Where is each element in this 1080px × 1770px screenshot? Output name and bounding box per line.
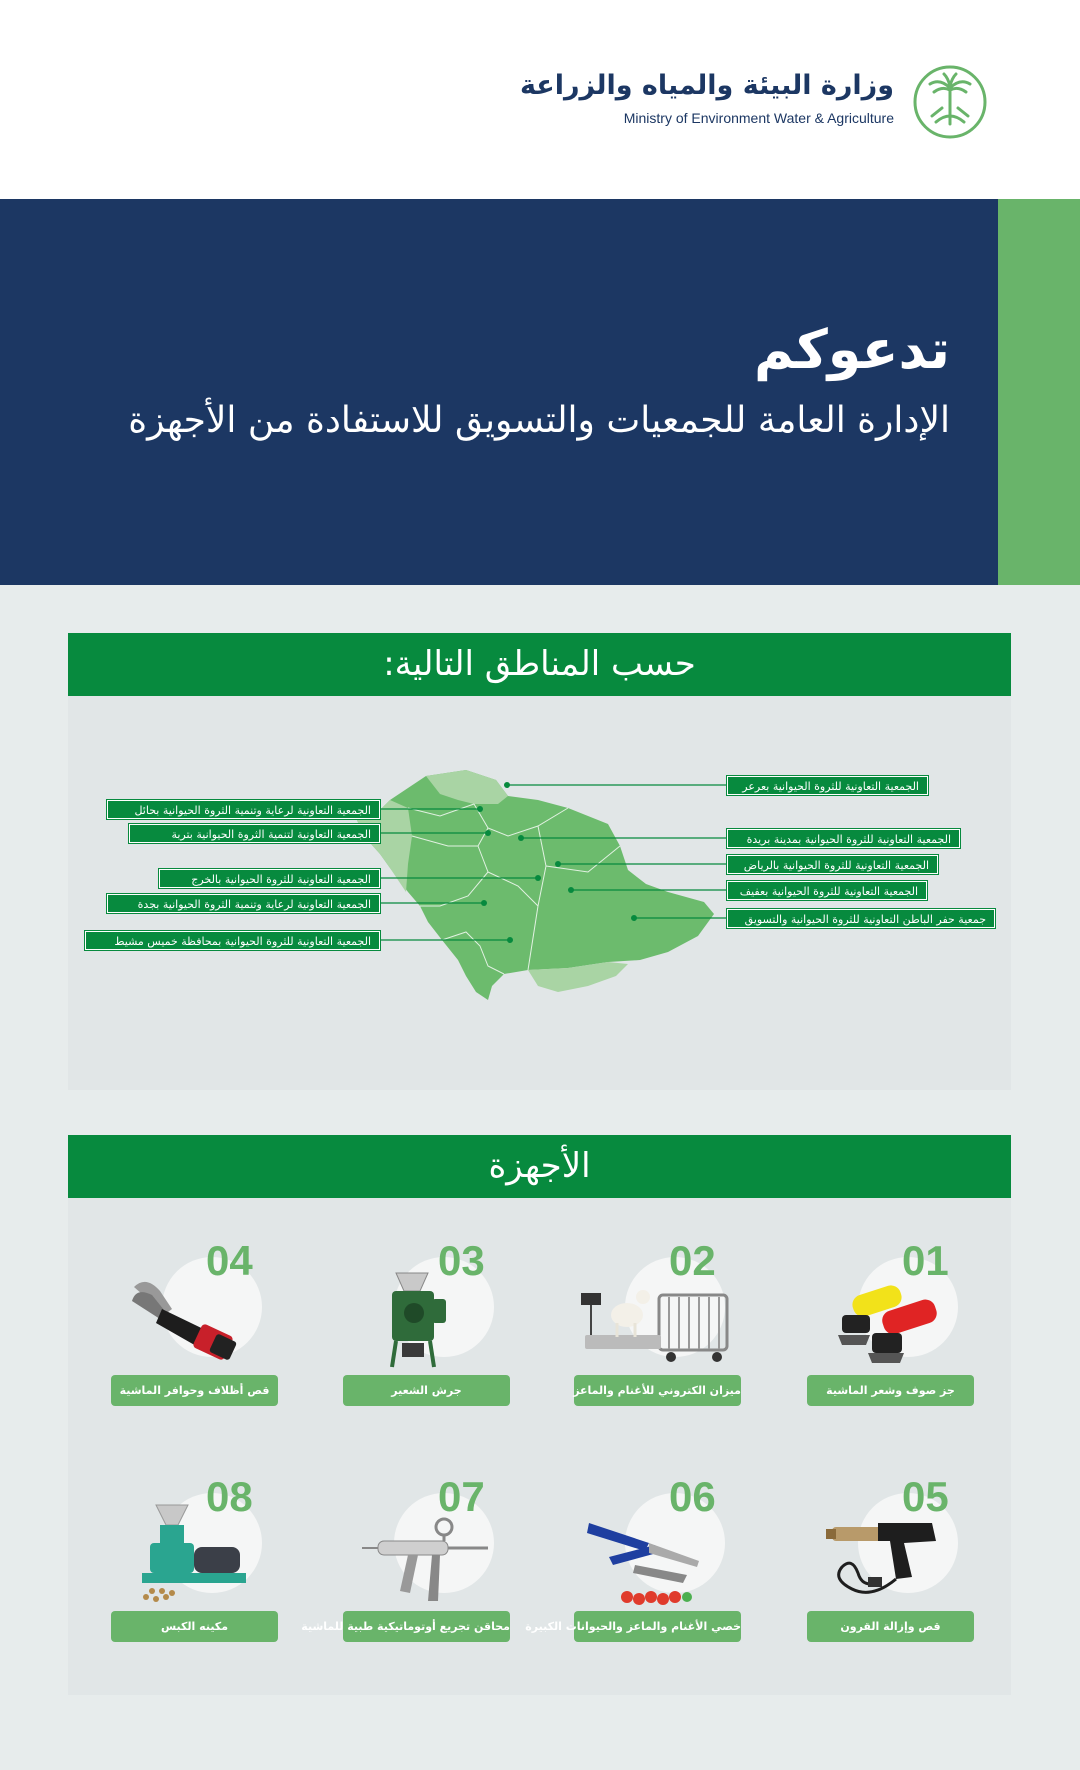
device-number: 08 xyxy=(206,1473,253,1520)
hero-subtitle: الإدارة العامة للجمعيات والتسويق للاستفادة من الأجهزة xyxy=(128,400,950,441)
device-label: خصي الأغنام والماعز والحيوانات الكبيرة xyxy=(574,1611,741,1642)
device-label: محاقن تجريع أوتوماتيكية طبية للماشية xyxy=(343,1611,510,1642)
device-label: جز صوف وشعر الماشية xyxy=(807,1375,974,1406)
hero-accent-bar xyxy=(998,199,1080,585)
device-card xyxy=(573,1235,743,1465)
region-label-turabah: الجمعية التعاونية لتنمية الثروة الحيوانية بتربة xyxy=(129,824,380,843)
hero-title: تدعوكم xyxy=(754,318,950,381)
device-card xyxy=(806,1235,976,1465)
device-card xyxy=(301,1471,512,1701)
device-number: 04 xyxy=(206,1237,253,1284)
ministry-name-arabic: وزارة البيئة والمياه والزراعة xyxy=(519,70,894,101)
regions-heading: حسب المناطق التالية: xyxy=(68,633,1011,696)
region-label-jeddah: الجمعية التعاونية لرعاية وتنمية الثروة الحيوانية بجدة xyxy=(107,894,380,913)
device-card xyxy=(110,1471,280,1701)
ministry-name-english: Ministry of Environment Water & Agriculture xyxy=(623,110,894,126)
device-card xyxy=(806,1471,976,1701)
ministry-emblem-icon xyxy=(912,64,988,140)
region-label-buraydah: الجمعية التعاونية للثروة الحيوانية بمدينة بريدة xyxy=(727,829,960,848)
device-number: 02 xyxy=(669,1237,716,1284)
device-number: 07 xyxy=(438,1473,485,1520)
device-number: 06 xyxy=(669,1473,716,1520)
region-label-riyadh: الجمعية التعاونية للثروة الحيوانية بالرياض xyxy=(727,855,938,874)
region-label-arar: الجمعية التعاونية للثروة الحيوانية بعرعر xyxy=(727,776,928,795)
region-label-khamis-mushait: الجمعية التعاونية للثروة الحيوانية بمحافظة خميس مشيط xyxy=(85,931,380,950)
device-label: قص أظلاف وحوافر الماشية xyxy=(111,1375,278,1406)
device-card xyxy=(342,1235,512,1465)
device-label: مكينه الكبس xyxy=(111,1611,278,1642)
device-number: 03 xyxy=(438,1237,485,1284)
region-label-alkharj: الجمعية التعاونية للثروة الحيوانية بالخرج xyxy=(159,869,380,888)
map-country-shape xyxy=(356,770,714,1000)
devices-heading: الأجهزة xyxy=(68,1135,1011,1198)
devices-panel xyxy=(68,1135,1011,1695)
hero-banner xyxy=(0,199,998,585)
device-label: جرش الشعير xyxy=(343,1375,510,1406)
region-label-afif: الجمعية التعاونية للثروة الحيوانية بعفيف xyxy=(727,881,927,900)
device-number: 01 xyxy=(902,1237,949,1284)
device-card xyxy=(110,1235,280,1465)
device-card xyxy=(525,1471,743,1701)
header xyxy=(0,0,1080,199)
device-label: قص وإزالة القرون xyxy=(807,1611,974,1642)
device-label: ميزان الكتروني للأغنام والماعز xyxy=(574,1375,741,1406)
device-number: 05 xyxy=(902,1473,949,1520)
regions-panel xyxy=(68,633,1011,1090)
region-label-hail: الجمعية التعاونية لرعاية وتنمية الثروة الحيوانية بحائل xyxy=(107,800,380,819)
region-label-hafar-albatin: جمعية حفر الباطن التعاونية للثروة الحيوانية والتسويق xyxy=(727,909,995,928)
